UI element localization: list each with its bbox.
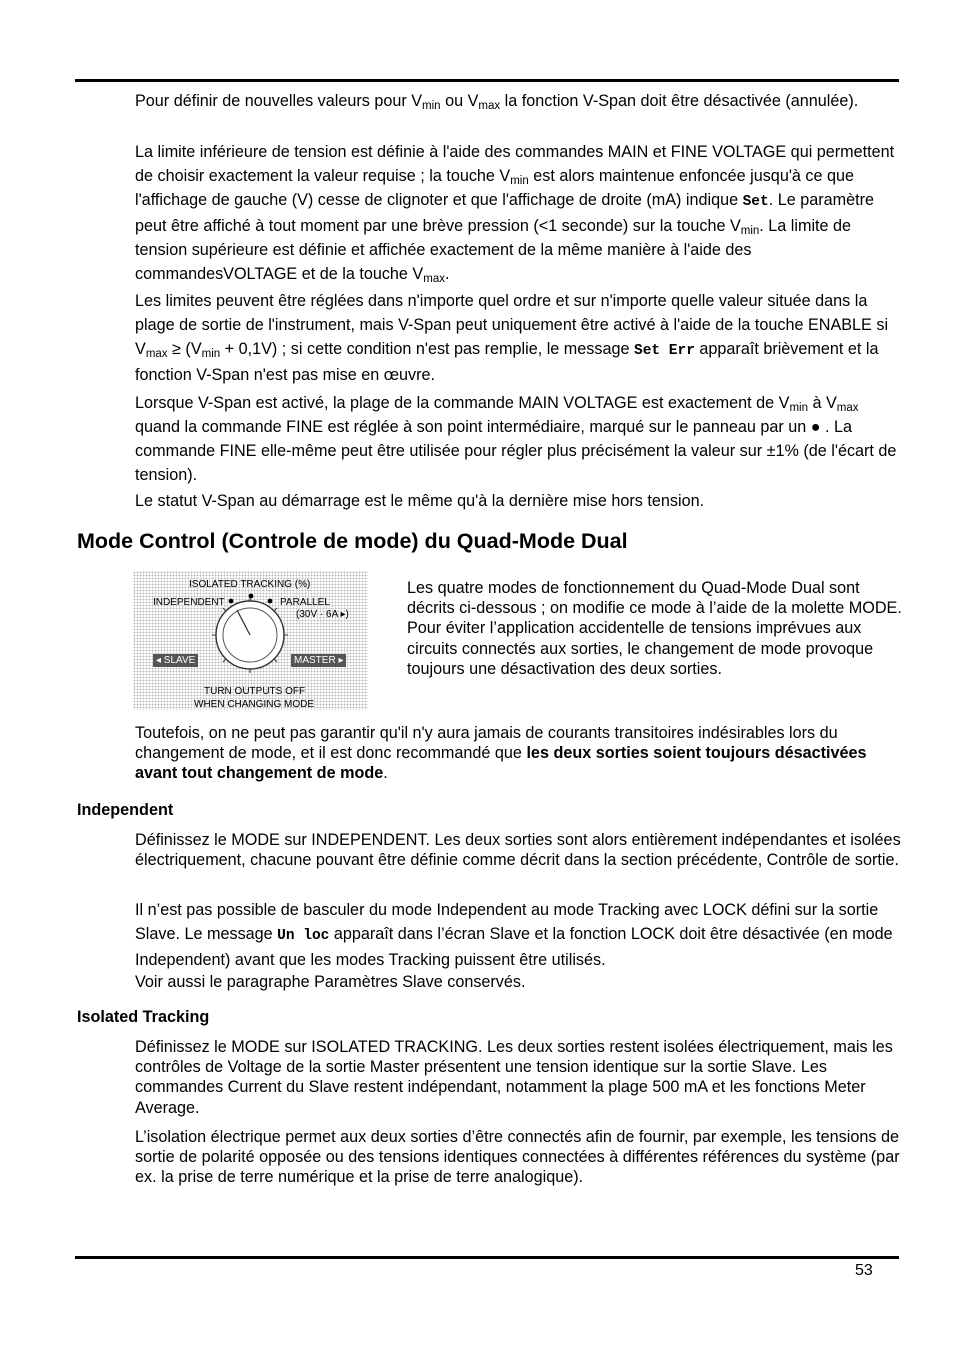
paragraph-isolated-tracking-mode: Définissez le MODE sur ISOLATED TRACKING. Les deux sorties restent isolées électriquement, mais les contrôles de Voltage de la sortie Master présentent une tension identique sur la sortie Slave. Les commandes Current du Slave restent indépendant, notamment la plage 500 mA et les fonctions Meter Average. [135, 1038, 893, 1117]
paragraph-electrical-isolation: L’isolation électrique permet aux deux sorties d’être connectés afin de fournir, par exemple, les tensions de sortie de polarité opposée ou des tensions identiques connectées à différentes références du système (par ex. la prise de terre numérique et la prise de terre analogique). [135, 1128, 900, 1187]
mode-selector-panel-illustration [133, 571, 368, 710]
section-heading-mode-control: Mode Control (Controle de mode) du Quad-Mode Dual [77, 529, 628, 553]
paragraph-limits-order: Les limites peuvent être réglées dans n'importe quel ordre et sur n'importe quelle valeur située dans la plage de sortie de l'instrument, mais V-Span peut uniquement être activé à l'aide de la touche ENABLE si $V_{max} \ge (V_{min} + 0,1V)$ ; si cette condition n'est pas remplie, le message Set Err apparaît brièvement et la fonction V-Span n'est pas mise en œuvre. [135, 292, 889, 384]
paragraph-lower-limit: La limite inférieure de tension est définie à l'aide des commandes MAIN et FINE VOLTAGE qui permettent de choisir exactement la valeur requise ; la touche $V_{min}$ est alors maintenue enfoncée jusqu'à ce que l'affichage de gauche (V) cesse de clignoter et que l'affichage de droite (mA) indique Set. Le paramètre peut être affiché à tout moment par une brève pression (<1 seconde) sur la touche $V_{min}$. La limite de tension supérieure est définie et affichée exactement de la même manière à l'aide des commandesVOLTAGE et de la touche $V_{max}$. [135, 143, 895, 285]
footer-rule [75, 1256, 899, 1259]
paragraph-vspan-active: Lorsque V-Span est activé, la plage de la commande MAIN VOLTAGE est exactement de $V_{min}$ à $V_{max}$ quand la commande FINE est réglée à son point intermédiaire, marqué sur le panneau par un ● . La commande FINE elle-même peut être utilisée pour régler plus précisément la valeur sur ±1% (de l'écart de tension). [135, 394, 897, 484]
subheading-independent: Independent [77, 801, 174, 819]
panel-label-isolated-tracking: ISOLATED TRACKING (%) [189, 579, 311, 590]
paragraph-independent-mode: Définissez le MODE sur INDEPENDENT. Les deux sorties sont alors entièrement indépendantes et isolées électriquement, chacune pouvant être définie comme décrit dans la section précédente, Contrôle de sortie. [135, 831, 901, 870]
page-number: 53 [855, 1262, 873, 1279]
panel-label-parallel: PARALLEL [280, 597, 330, 608]
panel-label-parallel-range: (30V · 6A ▸) [296, 609, 349, 620]
paragraph-vspan-define: Pour définir de nouvelles valeurs pour $V_{min}$ ou $V_{max}$ la fonction V-Span doit être désactivée (annulée). [135, 92, 859, 112]
paragraph-see-also-slave: Voir aussi le paragraphe Paramètres Slave conservés. [135, 973, 526, 991]
subheading-isolated-tracking: Isolated Tracking [77, 1008, 210, 1026]
paragraph-vspan-startup: Le statut V-Span au démarrage est le même qu'à la dernière mise hors tension. [135, 492, 705, 510]
panel-label-turn-off-1: TURN OUTPUTS OFF [204, 686, 306, 697]
paragraph-independent-lock: Il n’est pas possible de basculer du mode Independent au mode Tracking avec LOCK défini sur la sortie Slave. Le message Un loc apparaît dans l’écran Slave et la fonction LOCK doit être désactivée (en mode Independent) avant que les modes Tracking puissent être utilisés. [135, 901, 893, 969]
panel-label-independent: INDEPENDENT [153, 597, 225, 608]
paragraph-transients-warning: Toutefois, on ne peut pas garantir qu'il n'y aura jamais de courants transitoires indésirables lors du changement de mode, et il est donc recommandé que les deux sorties soient toujours désactivées avant tout changement de mode. [135, 724, 867, 783]
panel-master-label: MASTER ▸ [291, 654, 346, 667]
paragraph-four-modes: Les quatre modes de fonctionnement du Quad-Mode Dual sont décrits ci-dessous ; on modifie ce mode à l’aide de la molette MODE. Pour éviter l’application accidentelle de tensions imprévues aux circuits connectés aux sorties, le changement de mode provoque toujours une désactivation des deux sorties. [407, 579, 902, 678]
panel-label-turn-off-2: WHEN CHANGING MODE [194, 699, 314, 710]
panel-slave-label: ◂ SLAVE [153, 654, 198, 667]
header-rule [75, 79, 899, 82]
